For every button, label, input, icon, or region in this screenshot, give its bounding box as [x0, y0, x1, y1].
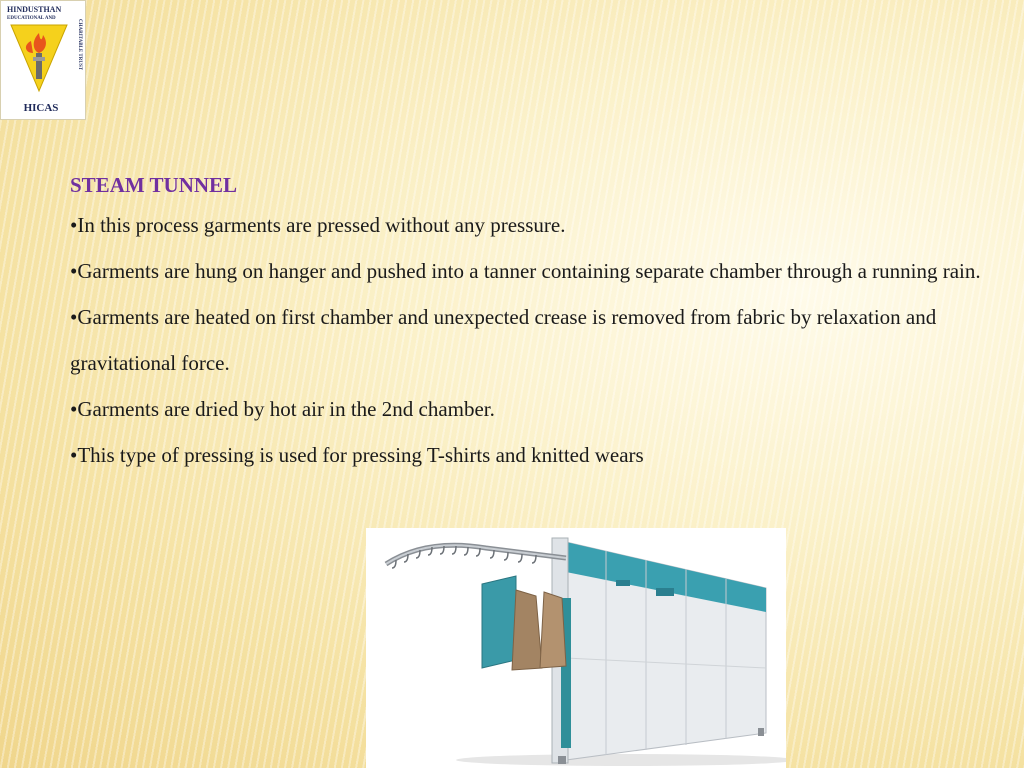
logo-name: HICAS: [23, 102, 59, 114]
bullet-4: •Garments are dried by hot air in the 2nd chamber.: [70, 397, 495, 421]
steam-tunnel-photo: [366, 528, 786, 768]
steam-tunnel-machine-illustration: [366, 528, 786, 768]
slide-title: STEAM TUNNEL: [70, 173, 238, 197]
logo-text-side: CHARITABLE TRUST: [77, 19, 82, 71]
bullet-5: •This type of pressing is used for pressing T-shirts and knitted wears: [70, 443, 644, 467]
slide-content: [70, 168, 990, 478]
logo-line1: HINDUSTHAN: [7, 5, 62, 14]
bullet-3: •Garments are heated on first chamber and unexpected crease is removed from fabric by relaxation and gravitational force.: [70, 305, 937, 375]
institution-logo: [0, 0, 86, 120]
logo-text-top: [7, 5, 61, 23]
bullet-2: •Garments are hung on hanger and pushed into a tanner containing separate chamber through a running rain.: [70, 259, 981, 283]
torch-emblem-icon: [9, 23, 69, 93]
logo-line2: EDUCATIONAL AND: [7, 16, 56, 21]
bullet-1: •In this process garments are pressed without any pressure.: [70, 213, 566, 237]
